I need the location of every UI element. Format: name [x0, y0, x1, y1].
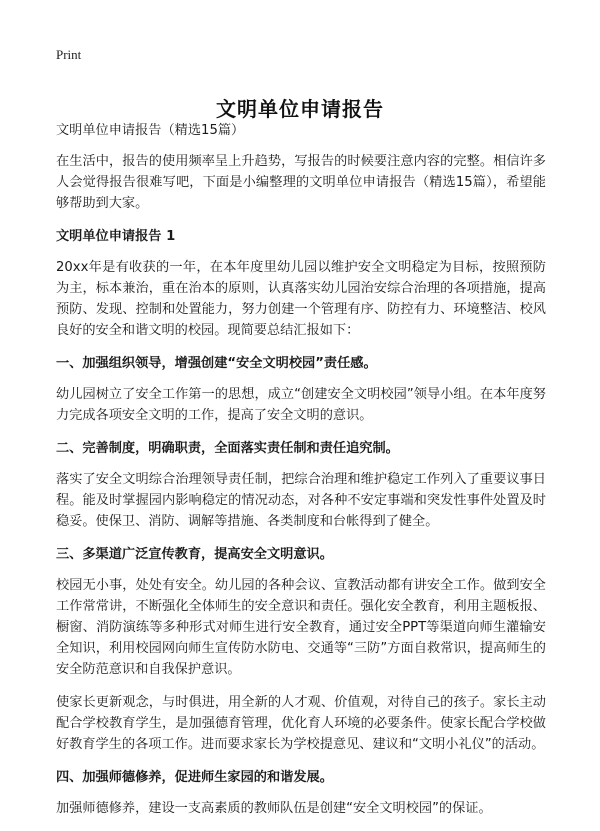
section-3-paragraph-2: 使家长更新观念，与时俱进，用全新的人才观、价值观，对待自己的孩子。家长主动配合学校教育学生，是加强德育管理，优化育人环境的必要条件。使家长配合学校做好教育学生的各项工作。进而要求家长为学校提意见、建议和“文明小礼仪”的活动。 [56, 695, 546, 752]
section-4-paragraph: 加强师德修养，建设一支高素质的教师队伍是创建“安全文明校园”的保证。 [56, 801, 492, 816]
section-1-paragraph: 幼儿园树立了安全工作第一的思想，成立“创建安全文明校园”领导小组。在本年度努力完成各项安全文明的工作，提高了安全文明的意识。 [56, 387, 546, 423]
section-heading-3: 三、多渠道广泛宣传教育，提高安全文明意识。 [56, 547, 333, 562]
intro-paragraph: 在生活中，报告的使用频率呈上升趋势，写报告的时候要注意内容的完整。相信许多人会觉得报告很难写吧，下面是小编整理的文明单位申请报告（精选15篇），希望能够帮助到大家。 [56, 154, 546, 211]
section-3-paragraph-1: 校园无小事，处处有安全。幼儿园的各种会议、宣教活动都有讲安全工作。做到安全工作常常讲，不断强化全体师生的安全意识和责任。强化安全教育，利用主题板报、橱窗、消防演练等多种形式对师生进行安全教育，通过安全PPT等渠道向师生灌输安全知识，利用校园网向师生宣传防水防电、交通等“三防”方面自救常识，提高师生的安全防范意识和自我保护意识。 [56, 578, 546, 677]
article-heading: 文明单位申请报告 1 [56, 229, 176, 244]
document-body [56, 120, 546, 831]
print-link[interactable]: Print [56, 47, 82, 62]
section-heading-2: 二、完善制度，明确职责，全面落实责任制和责任追究制。 [56, 441, 399, 456]
section-2-paragraph: 落实了安全文明综合治理领导责任制，把综合治理和维护稳定工作列入了重要议事日程。能及时掌握园内影响稳定的情况动态，对各种不安定事端和突发性事件处置及时稳妥。使保卫、消防、调解等措施、各类制度和台帐得到了健全。 [56, 472, 546, 529]
section-heading-4: 四、加强师德修养，促进师生家园的和谐发展。 [56, 770, 333, 785]
document-subtitle: 文明单位申请报告（精选15篇） [56, 123, 245, 138]
section-heading-1: 一、加强组织领导，增强创建“安全文明校园”责任感。 [56, 356, 377, 371]
document-title: 文明单位申请报告 [216, 97, 384, 122]
opening-paragraph: 20xx年是有收获的一年，在本年度里幼儿园以维护安全文明稳定为目标，按照预防为主，标本兼治，重在治本的原则，认真落实幼儿园治安综合治理的各项措施，提高预防、发现、控制和处置能力，努力创建一个管理有序、防控有力、环境整洁、校风良好的安全和谐文明的校园。现简要总结汇报如下： [56, 260, 546, 338]
